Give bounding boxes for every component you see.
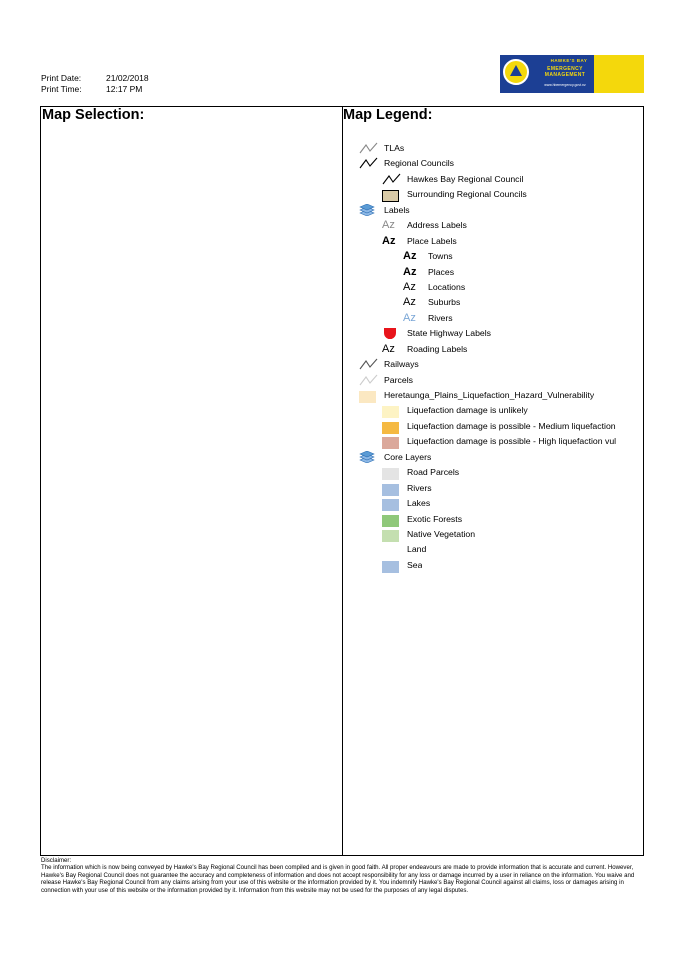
print-date-value: 21/02/2018 [106, 73, 149, 83]
disclaimer-title: Disclaimer: [41, 857, 72, 864]
map-selection-title: Map Selection: [42, 107, 145, 123]
color-swatch-icon [382, 530, 399, 542]
legend-item [344, 373, 640, 388]
color-swatch-icon [382, 468, 399, 480]
color-swatch-icon [382, 437, 399, 449]
legend-item-label: Exotic Forests [407, 513, 463, 524]
legend-item-label: Towns [428, 251, 453, 262]
legend-item-label: Land [407, 544, 427, 555]
legend-item [344, 218, 640, 233]
legend-item-label: Road Parcels [407, 467, 460, 478]
color-swatch-icon [359, 391, 376, 403]
legend-item [344, 357, 640, 372]
az-label-icon: Az [403, 311, 416, 324]
legend-item [344, 172, 640, 187]
legend-item-label: Place Labels [407, 235, 457, 246]
legend-item [344, 326, 640, 341]
color-swatch-icon [382, 422, 399, 434]
legend-item-label: Hawkes Bay Regional Council [407, 173, 524, 184]
layers-icon [359, 204, 376, 216]
legend-item [344, 419, 640, 434]
legend-item-label: Labels [384, 204, 410, 215]
legend-item-label: Parcels [384, 374, 413, 385]
legend-item [344, 342, 640, 357]
legend-item-label: Rivers [407, 482, 432, 493]
legend-item-label: Locations [428, 281, 466, 292]
az-label-icon: Az [382, 234, 396, 247]
polyline-icon [359, 374, 378, 386]
legend-item-label: State Highway Labels [407, 328, 492, 339]
legend-item-label: Address Labels [407, 220, 467, 231]
legend-item-label: Liquefaction damage is possible - High liquefaction vul [407, 436, 617, 447]
print-date-label: Print Date: [41, 73, 82, 83]
hb-emergency-management-logo [500, 55, 644, 93]
logo-line2: EMERGENCY MANAGEMENT [544, 66, 586, 78]
legend-item [344, 465, 640, 480]
print-info [41, 73, 149, 94]
legend-item-label: Liquefaction damage is possible - Medium liquefaction [407, 420, 616, 431]
legend-item-label: Roading Labels [407, 343, 468, 354]
legend-item [344, 280, 640, 295]
disclaimer [41, 857, 641, 894]
az-label-icon: Az [382, 342, 395, 355]
legend-item-label: Liquefaction damage is unlikely [407, 405, 528, 416]
legend-item [344, 295, 640, 310]
legend-item-label: TLAs [384, 143, 405, 153]
legend-item [344, 156, 640, 171]
legend-item-label: Suburbs [428, 297, 461, 308]
state-highway-shield-icon [382, 327, 399, 339]
print-time-value: 12:17 PM [106, 83, 143, 94]
legend-item [344, 141, 640, 156]
legend-item [344, 481, 640, 496]
legend-item-label: Regional Councils [384, 158, 455, 169]
legend-item [344, 249, 640, 264]
az-label-icon: Az [403, 250, 417, 263]
legend-item-label: Lakes [407, 498, 431, 509]
legend-item [344, 434, 640, 449]
legend-item-label: Sea [407, 559, 423, 570]
disclaimer-text: The information which is now being conveyed by Hawke's Bay Regional Council has been compiled and is given in good faith. All proper endeavours are made to provide information that is accurate and current. However, Hawke's Bay Regional Council does not guarantee the accuracy and completeness of information and does not accept responsibility for any loss or damage incurred by a user in reliance on the information. You waive and release Hawke's Bay Regional Council from any claims arising from your use of this website or the information provided by it. You indemnify Hawke's Bay Regional Council against all claims, loss or damages arising in connection with your use of this website or the information provided by it. Information from this website may not be used for the purposes of any legal disputes. [41, 864, 635, 894]
polyline-icon [359, 157, 378, 169]
legend-item [344, 388, 640, 403]
legend-item-label: Places [428, 266, 455, 277]
legend-item [344, 512, 640, 527]
legend-item [344, 542, 640, 557]
legend-item [344, 265, 640, 280]
legend-item-label: Surrounding Regional Councils [407, 189, 527, 200]
legend-item-label: Native Vegetation [407, 528, 476, 539]
color-swatch-icon [382, 499, 399, 511]
legend-item [344, 558, 640, 573]
map-frame [40, 106, 644, 856]
az-label-icon: Az [403, 296, 416, 309]
legend-item [344, 203, 640, 218]
color-swatch-icon [382, 561, 399, 573]
legend-item [344, 234, 640, 249]
color-swatch-icon [382, 406, 399, 418]
az-label-icon: Az [403, 280, 416, 293]
legend-item-label: Railways [384, 359, 419, 370]
layers-icon [359, 451, 376, 463]
polyline-icon [382, 173, 401, 185]
legend-item-label: Heretaunga_Plains_Liquefaction_Hazard_Vulnerability [384, 390, 595, 400]
polyline-icon [359, 142, 378, 154]
panel-divider [342, 107, 343, 855]
legend-item [344, 496, 640, 511]
legend-item [344, 311, 640, 326]
logo-yellow-panel [594, 55, 644, 93]
az-label-icon: Az [403, 265, 417, 278]
map-legend [344, 141, 640, 573]
legend-item [344, 527, 640, 542]
az-label-icon: Az [382, 219, 395, 232]
legend-item [344, 403, 640, 418]
color-swatch-icon [382, 515, 399, 527]
logo-emblem-icon [503, 59, 529, 85]
color-swatch-icon [382, 190, 399, 202]
polyline-icon [359, 358, 378, 370]
logo-line1: HAWKE'S BAY [550, 58, 588, 63]
legend-item [344, 187, 640, 202]
logo-website: www.hbemergency.govt.nz [544, 83, 586, 87]
legend-item [344, 450, 640, 465]
legend-item-label: Rivers [428, 312, 453, 323]
map-legend-title: Map Legend: [343, 107, 433, 123]
legend-item-label: Core Layers [384, 451, 432, 462]
print-time-label: Print Time: [41, 83, 82, 94]
color-swatch-icon [382, 484, 399, 496]
